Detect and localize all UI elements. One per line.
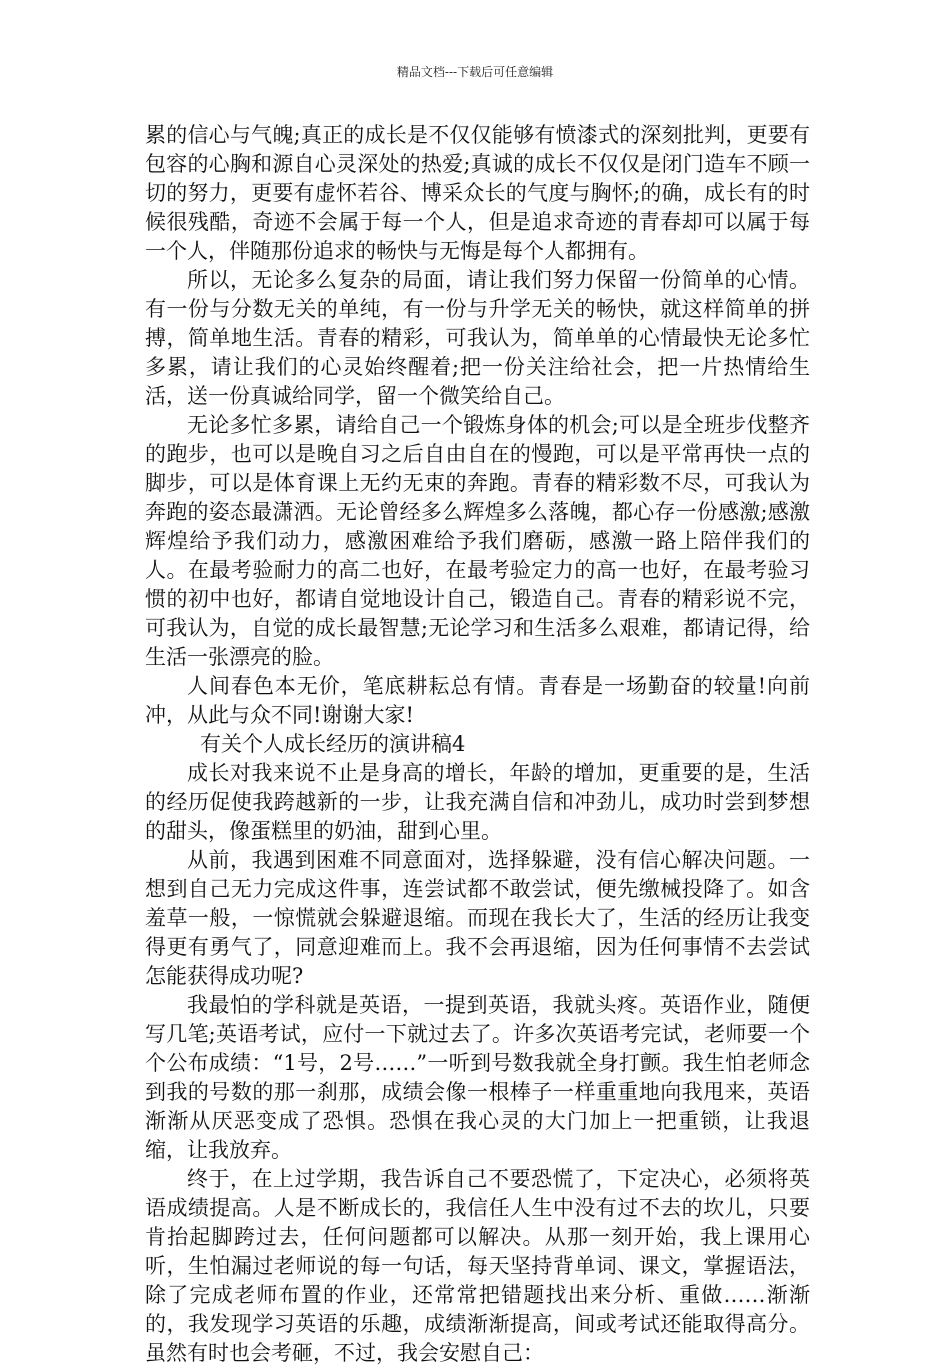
paragraph-5: 成长对我来说不止是身高的增长，年龄的增加，更重要的是，生活的经历促使我跨越新的一步，让我充满自信和冲劲儿，成功时尝到梦想的甜头，像蛋糕里的奶油，甜到心里。 [145, 761, 810, 843]
paragraph-8: 终于，在上过学期，我告诉自己不要恐慌了，下定决心，必须将英语成绩提高。人是不断成长的，我信任人生中没有过不去的坎儿，只要肯抬起脚跨过去，任何问题都可以解决。从那一刻开始，我上课用心听，生怕漏过老师说的每一句话，每天坚持背单词、课文，掌握语法，除了完成老师布置的作业，还常常把错题找出来分析、重做……渐渐的，我发现学习英语的乐趣，成绩渐渐提高，间或考试还能取得高分。虽然有时也会考砸，不过，我会安慰自己： [145, 1167, 810, 1365]
paragraph-7: 我最怕的学科就是英语，一提到英语，我就头疼。英语作业，随便写几笔;英语考试，应付一下就过去了。许多次英语考完试，老师要一个个公布成绩：“1号，2号……”一听到号数我就全身打颤。我生怕老师念到我的号数的那一刹那，成绩会像一根棒子一样重重地向我甩来，英语渐渐从厌恶变成了恐惧。恐惧在我心灵的大门加上一把重锁，让我退缩，让我放弃。 [145, 993, 810, 1162]
paragraph-6: 从前，我遇到困难不同意面对，选择躲避，没有信心解决问题。一想到自己无力完成这件事，连尝试都不敢尝试，便先缴械投降了。如含羞草一般，一惊慌就会躲避退缩。而现在我长大了，生活的经历让我变得更有勇气了，同意迎难而上。我不会再退缩，因为任何事情不去尝试怎能获得成功呢? [145, 848, 810, 988]
paragraph-4: 人间春色本无价，笔底耕耘总有情。青春是一场勤奋的较量!向前冲，从此与众不同!谢谢大家! [145, 674, 810, 727]
page-header: 精品文档---下载后可任意编辑 [396, 65, 554, 79]
paragraph-1: 累的信心与气魄;真正的成长是不仅仅能够有愤漆式的深刻批判，更要有包容的心胸和源自心灵深处的热爱;真诚的成长不仅仅是闭门造车不顾一切的努力，更要有虚怀若谷、博采众长的气度与胸怀;的确，成长有的时候很残酷，奇迹不会属于每一个人，但是追求奇迹的青春却可以属于每一个人，伴随那份追求的畅快与无悔是每个人都拥有。 [145, 123, 810, 263]
section-title: 有关个人成长经历的演讲稿4 [200, 732, 466, 756]
document-body [145, 121, 810, 1368]
paragraph-2: 所以，无论多么复杂的局面，请让我们努力保留一份简单的心情。有一份与分数无关的单纯，有一份与升学无关的畅快，就这样简单的拼搏，简单地生活。青春的精彩，可我认为，简单单的心情最快无论多忙多累，请让我们的心灵始终醒着;把一份关注给社会，把一片热情给生活，送一份真诚给同学，留一个微笑给自己。 [145, 268, 810, 408]
paragraph-3: 无论多忙多累，请给自己一个锻炼身体的机会;可以是全班步伐整齐的跑步，也可以是晚自习之后自由自在的慢跑，可以是平常再快一点的脚步，可以是体育课上无约无束的奔跑。青春的精彩数不尽，可我认为奔跑的姿态最潇洒。无论曾经多么辉煌多么落魄，都心存一份感激;感激辉煌给予我们动力，感激困难给予我们磨砺，感激一路上陪伴我们的人。在最考验耐力的高二也好，在最考验定力的高一也好，在最考验习惯的初中也好，都请自觉地设计自己，锻造自己。青春的精彩说不完，可我认为，自觉的成长最智慧;无论学习和生活多么艰难，都请记得，给生活一张漂亮的脸。 [145, 413, 810, 669]
